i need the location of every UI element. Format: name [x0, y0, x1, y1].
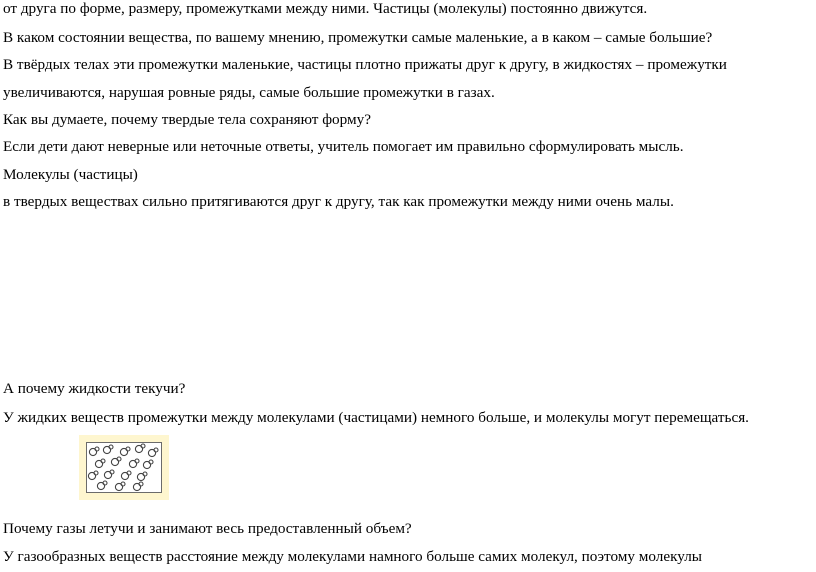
- liquid-molecules-figure: [79, 435, 169, 500]
- question-line: А почему жидкости текучи?: [3, 380, 186, 397]
- question-line: Почему газы летучи и занимают весь предоставленный объем?: [3, 520, 412, 537]
- molecule-icon: [121, 471, 131, 480]
- molecule-icon: [115, 482, 125, 491]
- molecule-icon: [104, 470, 114, 479]
- question-line: Как вы думаете, почему твердые тела сохраняют форму?: [3, 111, 371, 128]
- question-line: В каком состоянии вещества, по вашему мнению, промежутки самые маленькие, а в каком – самые большие?: [3, 29, 713, 46]
- molecule-icon: [120, 447, 130, 456]
- paragraph-line: увеличиваются, нарушая ровные ряды, самые большие промежутки в газах.: [3, 84, 495, 101]
- molecule-icon: [88, 471, 98, 480]
- molecules-svg: [79, 435, 169, 500]
- paragraph-line: В твёрдых телах эти промежутки маленькие, частицы плотно прижаты друг к другу, в жидкостях – промежутки: [3, 56, 727, 73]
- molecule-icon: [111, 457, 121, 466]
- molecule-icon: [133, 482, 143, 491]
- molecule-icon: [143, 460, 153, 469]
- paragraph-line: в твердых веществах сильно притягиваются друг к другу, так как промежутки между ними очень малы.: [3, 193, 674, 210]
- molecule-icon: [148, 448, 158, 457]
- paragraph-line: У газообразных веществ расстояние между молекулами намного больше самих молекул, поэтому молекулы: [3, 548, 702, 565]
- paragraph-line: Если дети дают неверные или неточные ответы, учитель помогает им правильно сформулировать мысль.: [3, 138, 684, 155]
- paragraph-line: У жидких веществ промежутки между молекулами (частицами) немного больше, и молекулы могут перемещаться.: [3, 409, 749, 426]
- molecule-icon: [137, 472, 147, 481]
- molecule-icon: [95, 459, 105, 468]
- paragraph-line: Молекулы (частицы): [3, 166, 138, 183]
- molecule-icon: [97, 481, 107, 490]
- molecule-icon: [89, 447, 99, 456]
- molecule-icon: [103, 445, 113, 454]
- paragraph-line: от друга по форме, размеру, промежутками между ними. Частицы (молекулы) постоянно движутся.: [3, 0, 648, 17]
- molecule-icon: [135, 444, 145, 453]
- molecule-icon: [129, 459, 139, 468]
